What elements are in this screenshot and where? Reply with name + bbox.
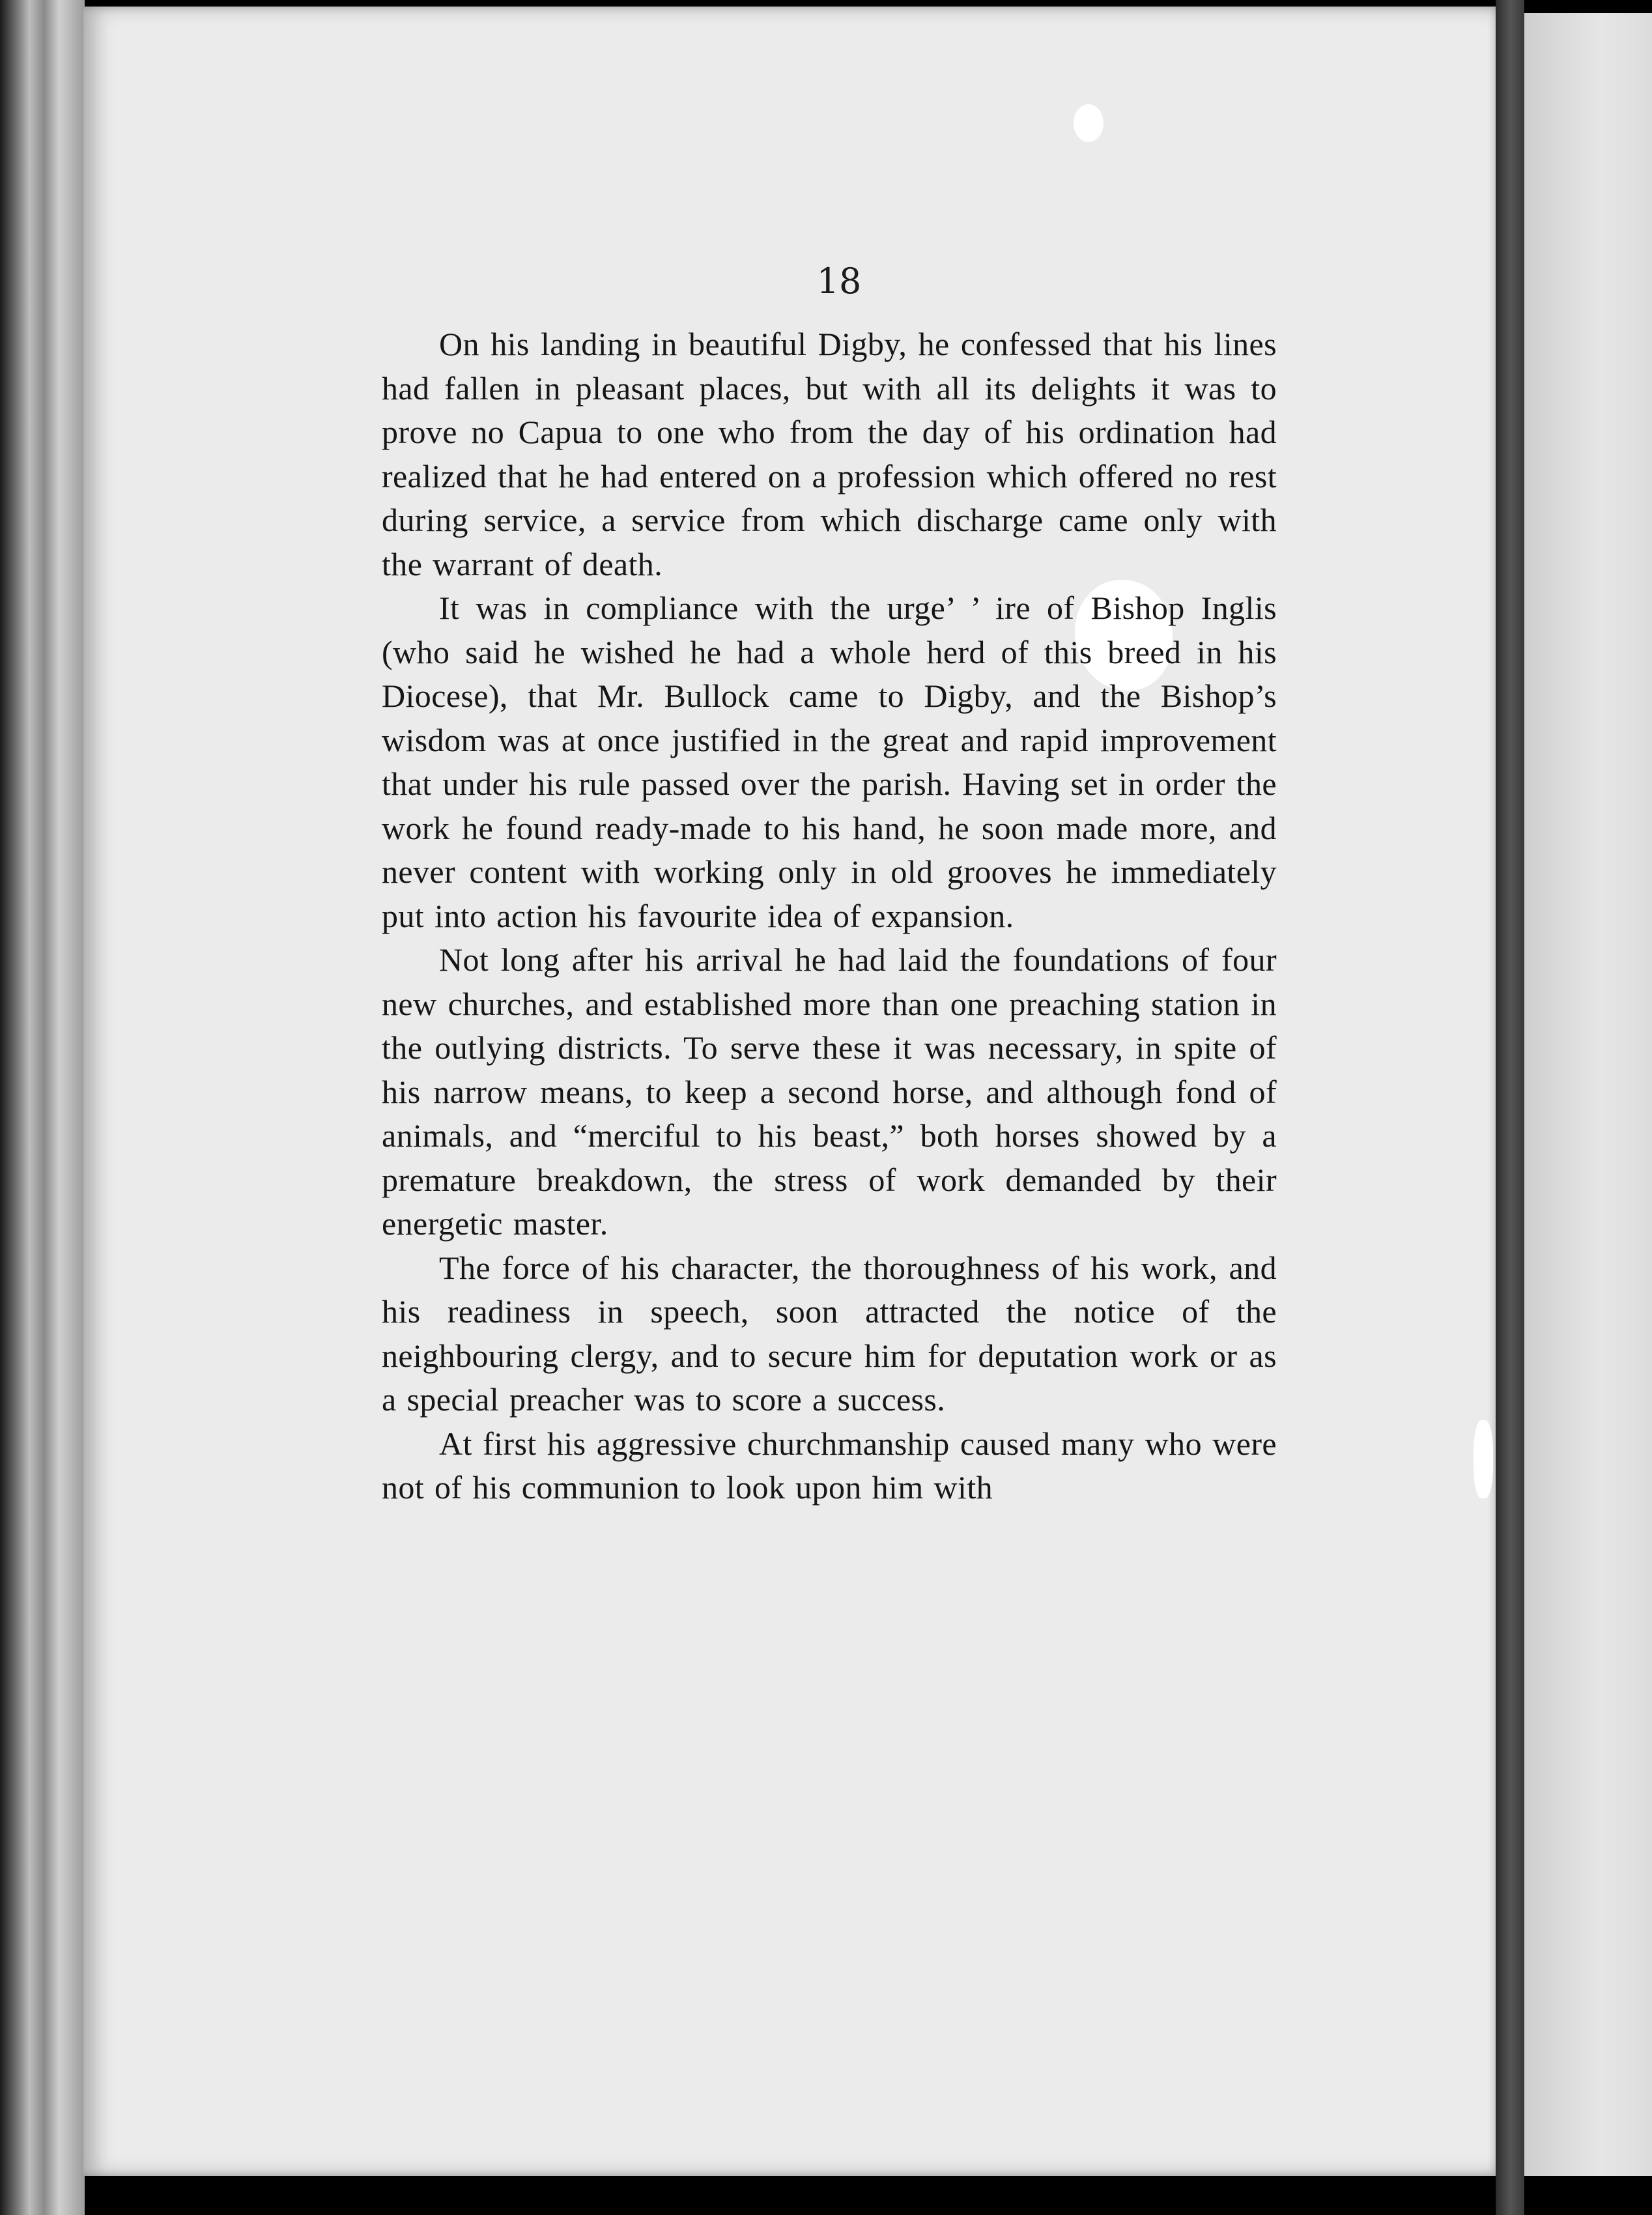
body-text — [382, 322, 1277, 1510]
paragraph: At first his aggressive churchmanship caused many who were not of his communion to look upon him with — [382, 1425, 1277, 1506]
paragraph: It was in compliance with the urge’ ’ ire of Bishop Inglis (who said he wished he had a whole herd of this breed in his Diocese), that Mr. Bullock came to Digby, and the Bishop’s wisdom was at once justified in the great and rapid improvement that under his rule passed over the parish. Having set in order the work he found ready-made to his hand, he soon made more, and never content with working only in old grooves he immediately put into action his favourite idea of expansion. — [382, 590, 1277, 934]
book-binding-edge — [0, 0, 85, 2215]
page-gutter — [1496, 0, 1524, 2215]
scan-blot — [1474, 1420, 1493, 1498]
paragraph: Not long after his arrival he had laid the foundations of four new churches, and established more than one preaching station in the outlying districts. To serve these it was necessary, in spite of his narrow means, to keep a second horse, and although fond of animals, and “merciful to his beast,” both horses showed by a premature breakdown, the stress of work demanded by their energetic master. — [382, 941, 1277, 1242]
paragraph: The force of his character, the thoroughness of his work, and his readiness in speech, soon attracted the notice of the neighbouring clergy, and to secure him for deputation work or as a special preacher was to score a success. — [382, 1249, 1277, 1418]
adjacent-page-edge — [1524, 13, 1652, 2176]
scan-blot — [1074, 104, 1104, 142]
page-number: 18 — [816, 261, 862, 302]
paragraph: On his landing in beautiful Digby, he confessed that his lines had fallen in pleasant places, but with all its delights it was to prove no Capua to one who from the day of his ordination had realized that he had entered on a profession which offered no rest during service, a service from which discharge came only with the warrant of death. — [382, 326, 1277, 582]
